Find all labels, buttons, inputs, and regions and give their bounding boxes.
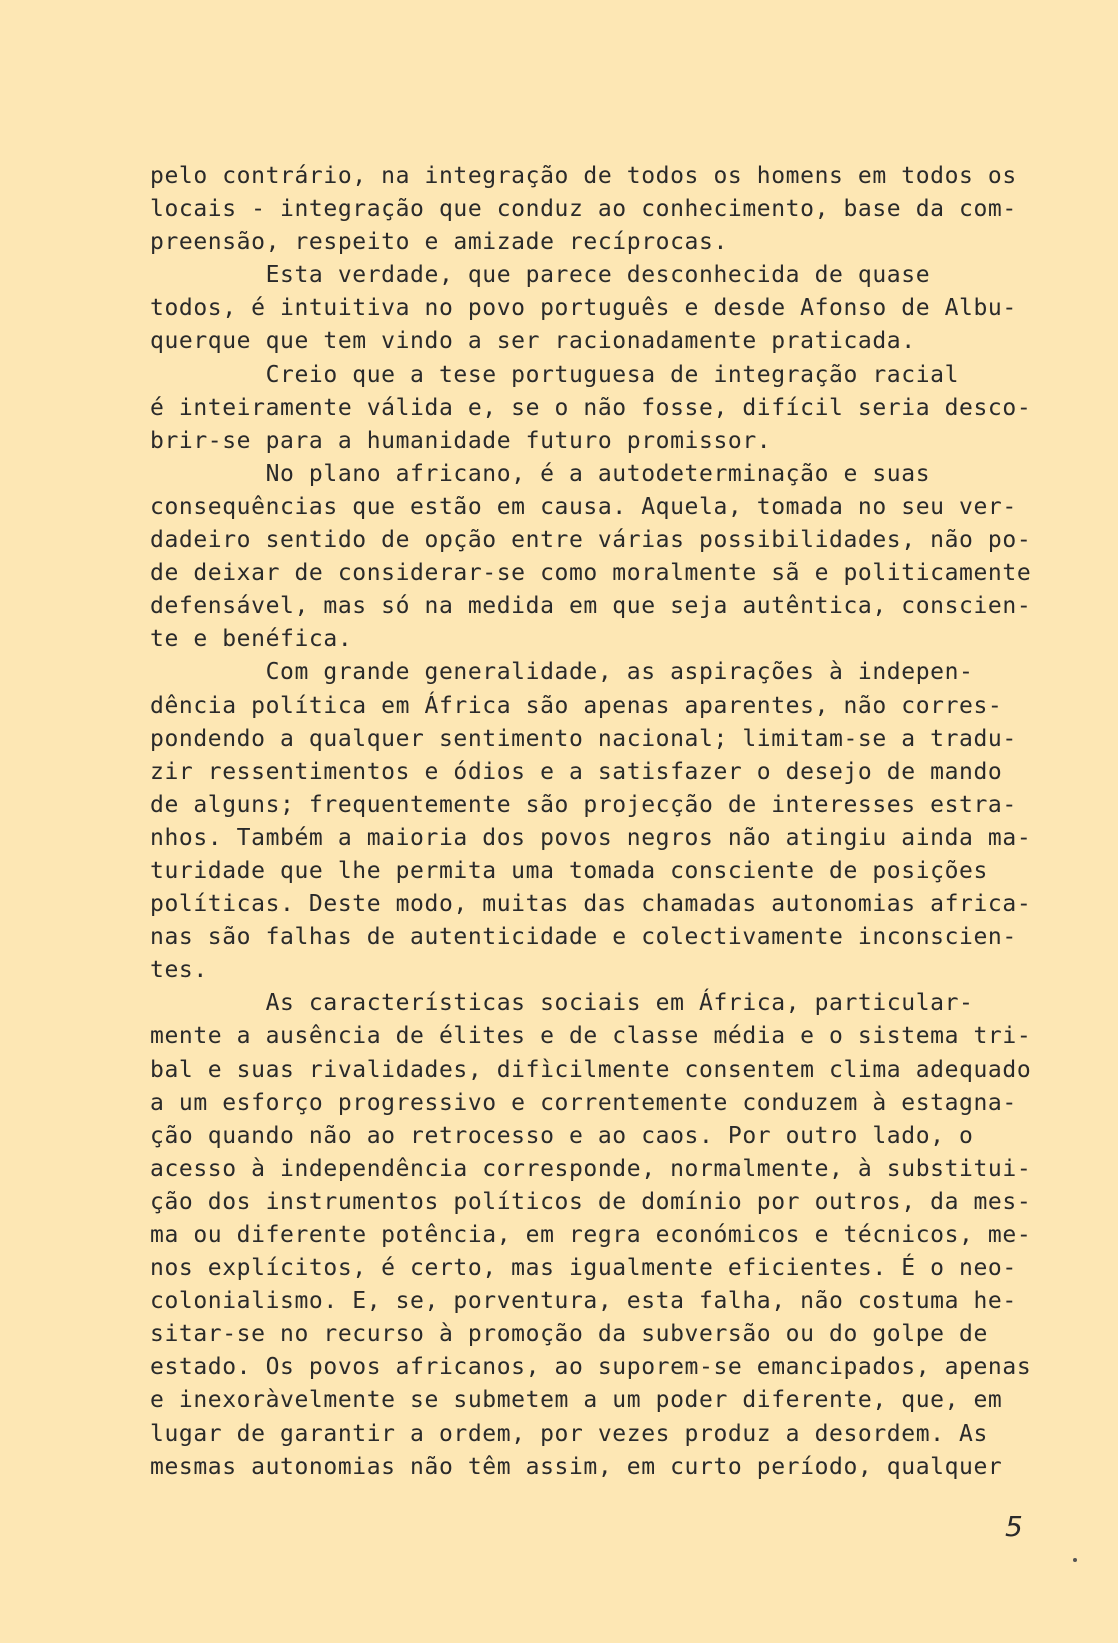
text-line: lugar de garantir a ordem, por vezes produz a desordem. As bbox=[150, 1420, 988, 1447]
body-text bbox=[150, 160, 1032, 1484]
text-line: políticas. Deste modo, muitas das chamadas autonomias africa- bbox=[150, 891, 1032, 918]
text-line: brir-se para a humanidade futuro promissor. bbox=[150, 427, 772, 454]
text-line: nhos. Também a maioria dos povos negros não atingiu ainda ma- bbox=[150, 824, 1032, 851]
text-line: locais - integração que conduz ao conhecimento, base da com- bbox=[150, 196, 1017, 223]
text-line: nas são falhas de autenticidade e colectivamente inconscien- bbox=[150, 924, 1017, 951]
text-line: mesmas autonomias não têm assim, em curto período, qualquer bbox=[150, 1453, 1003, 1480]
text-line: defensável, mas só na medida em que seja autêntica, conscien- bbox=[150, 593, 1032, 620]
text-line: pelo contrário, na integração de todos os homens em todos os bbox=[150, 163, 1017, 189]
text-line: nos explícitos, é certo, mas igualmente eficientes. É o neo- bbox=[150, 1255, 1017, 1282]
text-line: tes. bbox=[150, 957, 208, 984]
text-line: ma ou diferente potência, em regra económicos e técnicos, me- bbox=[150, 1222, 1032, 1248]
paper-speck bbox=[1073, 1558, 1077, 1562]
text-line: mente a ausência de élites e de classe média e o sistema tri- bbox=[150, 1023, 1032, 1050]
text-line: querque que tem vindo a ser racionadamente praticada. bbox=[150, 328, 916, 355]
text-line: Esta verdade, que parece desconhecida de quase bbox=[150, 262, 931, 289]
text-line: estado. Os povos africanos, ao suporem-se emancipados, apenas bbox=[150, 1354, 1032, 1381]
text-line: todos, é intuitiva no povo português e desde Afonso de Albu- bbox=[150, 295, 1017, 322]
text-line: te e benéfica. bbox=[150, 626, 353, 653]
text-line: é inteiramente válida e, se o não fosse, difícil seria desco- bbox=[150, 394, 1032, 421]
text-line: bal e suas rivalidades, difìcilmente consentem clima adequado bbox=[150, 1056, 1032, 1083]
text-line: de alguns; frequentemente são projecção de interesses estra- bbox=[150, 791, 1017, 818]
text-line: dadeiro sentido de opção entre várias possibilidades, não po- bbox=[150, 527, 1032, 554]
text-line: turidade que lhe permita uma tomada consciente de posições bbox=[150, 857, 988, 884]
text-line: a um esforço progressivo e correntemente conduzem à estagna- bbox=[150, 1089, 1017, 1116]
text-line: As características sociais em África, particular- bbox=[150, 990, 974, 1017]
text-line: ção quando não ao retrocesso e ao caos. Por outro lado, o bbox=[150, 1122, 974, 1149]
text-line: sitar-se no recurso à promoção da subversão ou do golpe de bbox=[150, 1321, 988, 1348]
text-line: preensão, respeito e amizade recíprocas. bbox=[150, 229, 728, 256]
text-line: Com grande generalidade, as aspirações à indepen- bbox=[150, 659, 974, 686]
text-line: de deixar de considerar-se como moralmente sã e politicamente bbox=[150, 560, 1032, 587]
text-line: zir ressentimentos e ódios e a satisfazer o desejo de mando bbox=[150, 758, 1003, 785]
text-line: colonialismo. E, se, porventura, esta falha, não costuma he- bbox=[150, 1288, 1017, 1315]
text-line: Creio que a tese portuguesa de integração racial bbox=[150, 361, 960, 388]
text-line: e inexoràvelmente se submetem a um poder diferente, que, em bbox=[150, 1387, 1003, 1414]
text-line: dência política em África são apenas aparentes, não corres- bbox=[150, 692, 1003, 719]
text-line: ção dos instrumentos políticos de domínio por outros, da mes- bbox=[150, 1188, 1032, 1215]
text-line: pondendo a qualquer sentimento nacional; limitam-se a tradu- bbox=[150, 725, 1017, 752]
text-line: acesso à independência corresponde, normalmente, à substitui- bbox=[150, 1155, 1032, 1182]
page-number: 5 bbox=[1005, 1510, 1023, 1543]
text-line: No plano africano, é a autodeterminação e suas bbox=[150, 460, 931, 487]
text-line: consequências que estão em causa. Aquela, tomada no seu ver- bbox=[150, 493, 1017, 520]
